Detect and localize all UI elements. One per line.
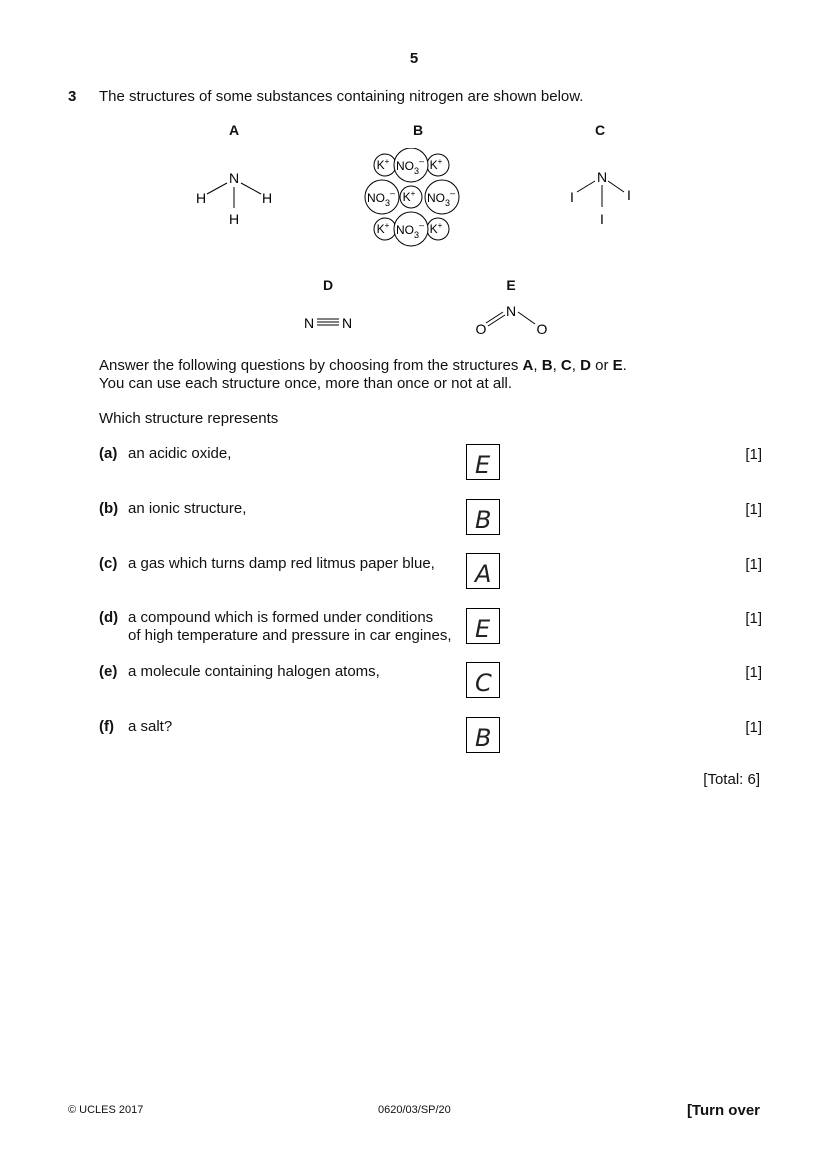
atom-o-right: O [536,321,548,337]
atom-n: N [596,169,608,185]
atom-i-bottom: I [600,211,604,227]
part-f [99,718,172,736]
structure-label-a: A [228,122,240,138]
ion-nitrate: $NO_3^-$ [426,188,456,208]
mark-b: [1] [745,501,762,518]
question-stem: The structures of some substances containing nitrogen are shown below. [99,88,584,105]
structure-e-nitrogen-dioxide [465,298,565,343]
part-text: a gas which turns damp red litmus paper blue, [128,555,435,572]
structure-label-d: D [322,277,334,293]
part-text: a molecule containing halogen atoms, [128,663,380,680]
structure-label-c: C [594,122,606,138]
atom-h-right: H [261,190,273,206]
structure-b-ionic-lattice [360,148,480,248]
part-label: (e) [99,663,118,680]
answer-box-f[interactable] [466,717,500,753]
part-d [99,609,452,645]
atom-n: N [505,303,517,319]
ion-k-plus: K+ [376,157,390,172]
atom-n-left: N [303,315,315,331]
structure-a-ammonia [185,163,285,233]
part-text: an ionic structure, [128,500,247,517]
instructions-line-3: Which structure represents [99,410,279,427]
part-e [99,663,380,681]
ion-nitrate: $NO_3^-$ [395,220,425,240]
part-c [99,555,435,573]
part-label: (a) [99,445,118,462]
answer-box-d[interactable] [466,608,500,644]
atom-i-left: I [570,189,574,205]
part-b [99,500,246,518]
instructions-line-2: You can use each structure once, more than once or not at all. [99,375,513,392]
handwritten-answer: C [475,669,492,697]
total-marks: [Total: 6] [703,771,760,788]
handwritten-answer: E [475,451,491,479]
part-label: (b) [99,500,119,517]
answer-box-a[interactable] [466,444,500,480]
answer-box-e[interactable] [466,662,500,698]
handwritten-answer: E [475,615,491,643]
atom-h-bottom: H [228,211,240,227]
answer-box-c[interactable] [466,553,500,589]
ion-k-plus: K+ [429,157,443,172]
handwritten-answer: A [475,560,492,588]
part-label: (c) [99,555,118,572]
page-number: 5 [409,50,419,67]
structure-c-nitrogen-triiodide [552,163,652,233]
mark-c: [1] [745,556,762,573]
part-label: (d) [99,609,119,626]
footer-paper-code: 0620/03/SP/20 [378,1104,451,1116]
atom-i-right: I [627,187,631,203]
part-text: a salt? [128,718,173,735]
mark-f: [1] [745,719,762,736]
question-number: 3 [68,88,77,105]
atom-n: N [228,170,240,186]
ion-k-plus: K+ [429,221,443,236]
answer-box-b[interactable] [466,499,500,535]
handwritten-answer: B [475,506,492,534]
mark-e: [1] [745,664,762,681]
mark-d: [1] [745,610,762,627]
footer-copyright: © UCLES 2017 [68,1104,144,1116]
part-label: (f) [99,718,114,735]
turn-over-label: [Turn over [686,1102,760,1119]
part-text: a compound which is formed under conditions of high temperature and pressure in car engines, [128,609,452,644]
part-text: an acidic oxide, [128,445,232,462]
ion-k-plus: K+ [402,189,416,204]
structure-label-e: E [506,277,516,293]
atom-n-right: N [341,315,353,331]
part-a [99,445,231,463]
mark-a: [1] [745,446,762,463]
ion-nitrate: $NO_3^-$ [395,156,425,176]
instructions-line-1: Answer the following questions by choosing from the structures A, B, C, D or E. [99,357,627,374]
structure-label-b: B [412,122,424,138]
ion-k-plus: K+ [376,221,390,236]
atom-h-left: H [195,190,207,206]
ion-nitrate: $NO_3^-$ [366,188,396,208]
atom-o-left: O [475,321,487,337]
handwritten-answer: B [475,724,492,752]
structure-d-nitrogen [295,308,365,338]
